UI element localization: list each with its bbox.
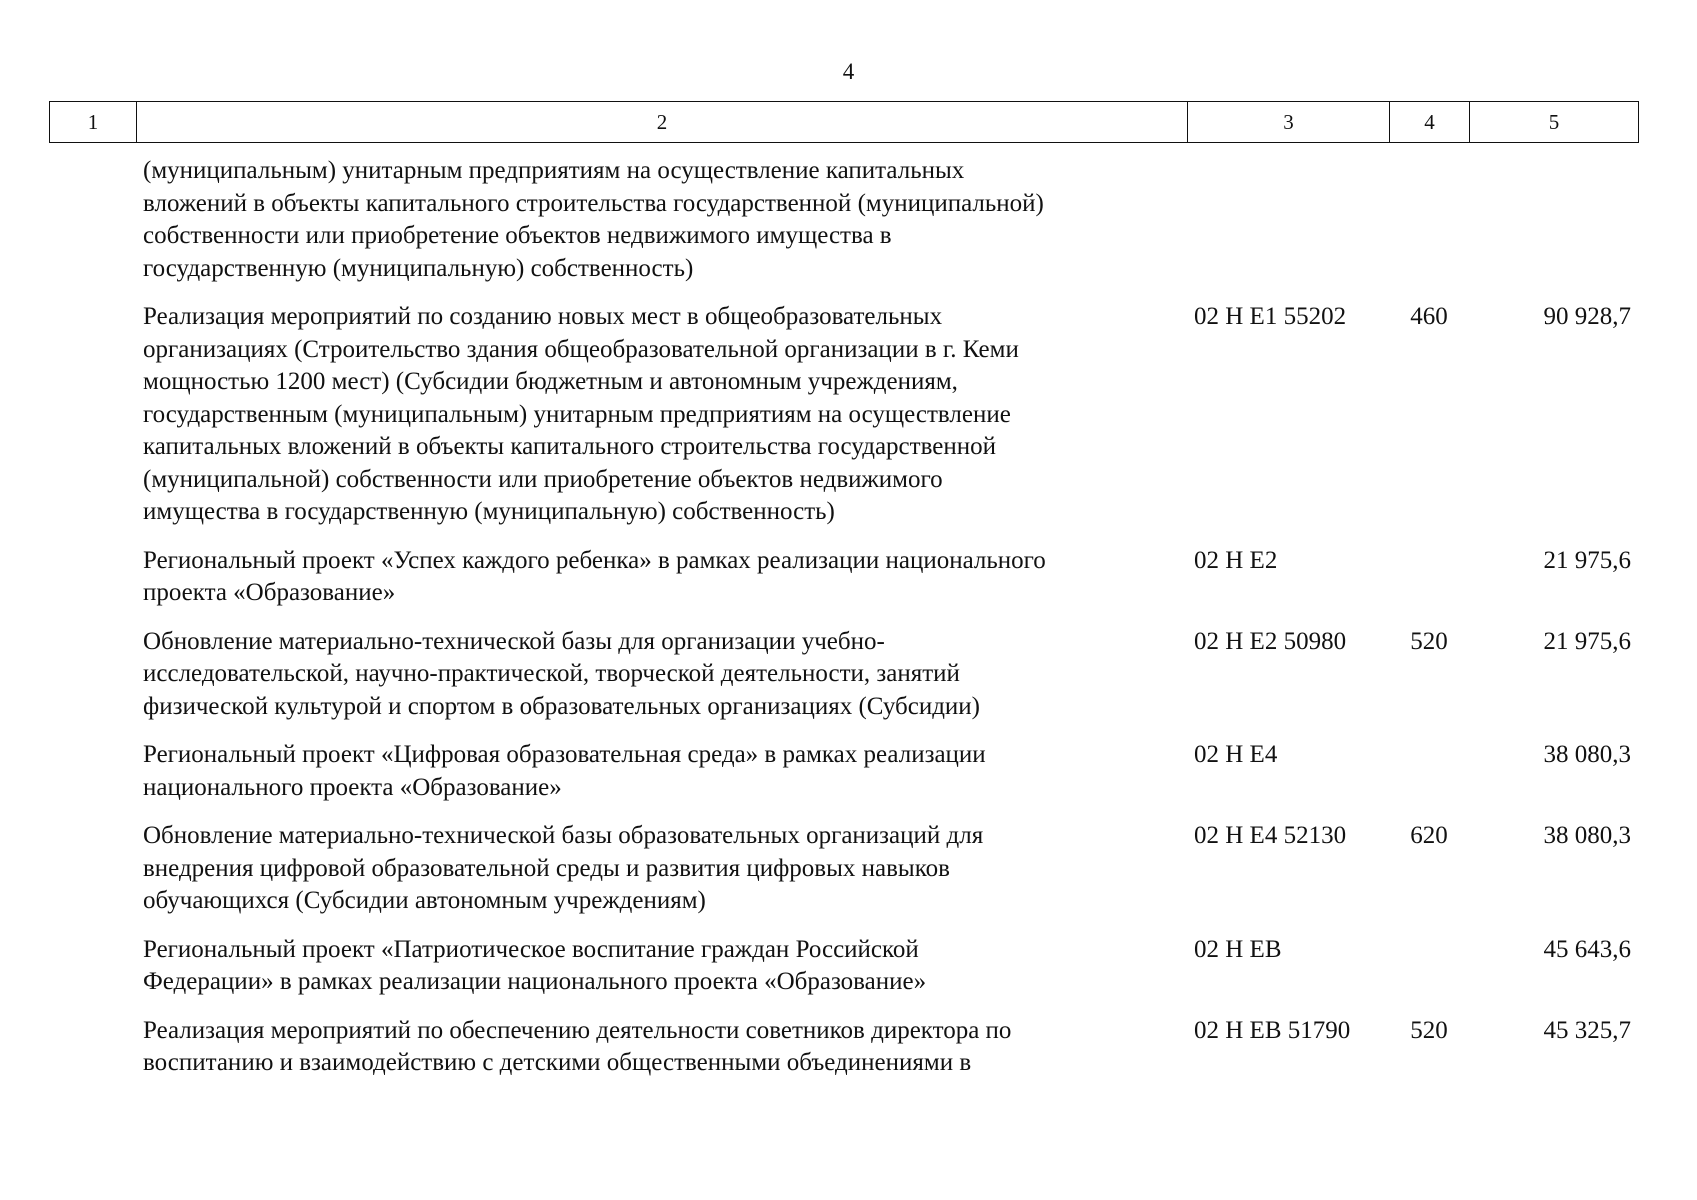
row-description: Реализация мероприятий по обеспечению деятельности советников директора по воспитанию и взаимодействию с детскими общественными объединениями в bbox=[143, 1016, 1012, 1076]
table-row bbox=[0, 820, 1697, 918]
row-amount: 38 080,3 bbox=[1543, 822, 1631, 849]
table-row bbox=[0, 155, 1697, 285]
row-code: 02 Н ЕВ 51790 bbox=[1194, 1016, 1351, 1044]
row-amount: 38 080,3 bbox=[1543, 741, 1631, 768]
row-amount: 45 325,7 bbox=[1543, 1016, 1631, 1044]
table-row bbox=[0, 1015, 1697, 1080]
row-code: 02 Н Е1 55202 bbox=[1194, 303, 1347, 330]
row-expense-type: 520 bbox=[1410, 627, 1448, 655]
row-description: Региональный проект «Цифровая образовательная среда» в рамках реализации национального проекта «Образование» bbox=[143, 741, 986, 801]
table-row bbox=[0, 739, 1697, 804]
table-row bbox=[0, 301, 1697, 529]
table-row bbox=[0, 545, 1697, 610]
row-code: 02 Н Е4 bbox=[1194, 741, 1278, 768]
row-expense-type: 460 bbox=[1410, 303, 1448, 330]
row-code: 02 Н Е2 50980 bbox=[1194, 627, 1347, 655]
header-cell-4: 4 bbox=[1389, 102, 1469, 142]
row-description: Региональный проект «Успех каждого ребенка» в рамках реализации национального проекта «Образование» bbox=[143, 546, 1046, 606]
table-row bbox=[0, 626, 1697, 724]
row-description: (муниципальным) унитарным предприятиям на осуществление капитальных вложений в объекты капитального строительства государственной (муниципальной) собственности или приобретение объектов недвижимого имущества в государственную (муниципальную) собственность) bbox=[143, 157, 1044, 282]
row-description: Обновление материально-технической базы для организации учебно- исследовательской, научно-практической, творческой деятельности, занятий физической культурой и спортом в образовательных организациях (Субсидии) bbox=[143, 627, 981, 720]
row-code: 02 Н ЕВ bbox=[1194, 935, 1282, 963]
header-cell-1: 1 bbox=[87, 109, 99, 134]
header-cell-2: 2 bbox=[136, 102, 1187, 142]
row-amount: 21 975,6 bbox=[1543, 627, 1631, 655]
header-cell-5: 5 bbox=[1469, 102, 1638, 142]
row-expense-type: 520 bbox=[1410, 1016, 1448, 1044]
row-amount: 45 643,6 bbox=[1543, 935, 1631, 963]
header-cell-3: 3 bbox=[1187, 102, 1389, 142]
row-amount: 21 975,6 bbox=[1543, 546, 1631, 574]
row-description: Региональный проект «Патриотическое воспитание граждан Российской Федерации» в рамках реализации национального проекта «Образование» bbox=[143, 935, 927, 995]
page-number: 4 bbox=[842, 59, 855, 84]
row-amount: 90 928,7 bbox=[1543, 303, 1631, 330]
row-expense-type: 620 bbox=[1410, 822, 1448, 849]
table-header bbox=[49, 101, 1639, 143]
row-code: 02 Н Е2 bbox=[1194, 546, 1278, 574]
table-body bbox=[0, 155, 1697, 1096]
row-code: 02 Н Е4 52130 bbox=[1194, 822, 1347, 849]
row-description: Реализация мероприятий по созданию новых мест в общеобразовательных организациях (Строительство здания общеобразовательной организации в г. Кеми мощностью 1200 мест) (Субсидии бюджетным и автономным учреждениям, государственным (муниципальным) унитарным предприятиям на осуществление капитальных вложений в объекты капитального строительства государственной (муниципальной) собственности или приобретение объектов недвижимого имущества в государственную (муниципальную) собственность) bbox=[143, 303, 1019, 525]
row-description: Обновление материально-технической базы образовательных организаций для внедрения цифровой образовательной среды и развития цифровых навыков обучающихся (Субсидии автономным учреждениям) bbox=[143, 822, 984, 914]
table-row bbox=[0, 934, 1697, 999]
